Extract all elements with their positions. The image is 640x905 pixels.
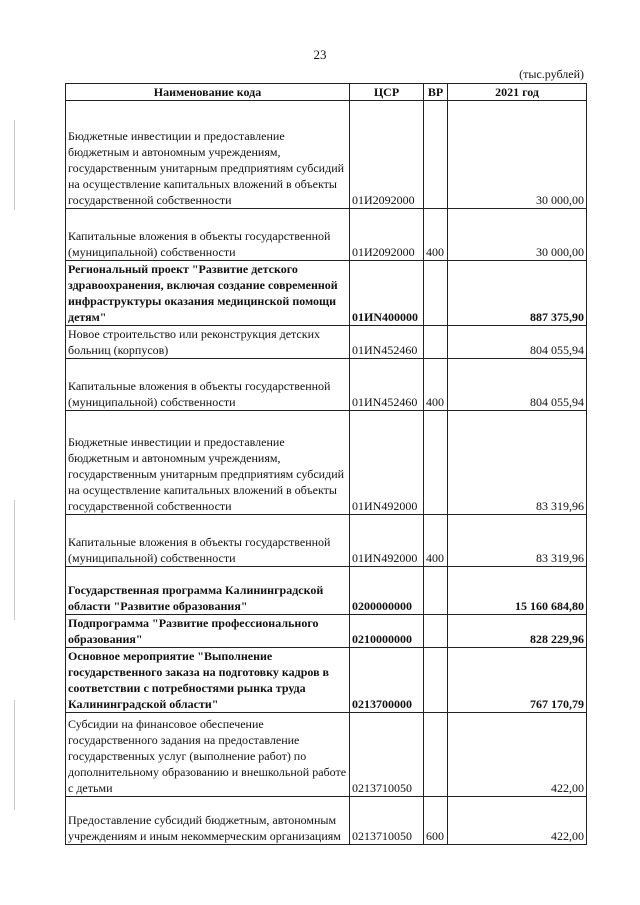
row-vr bbox=[424, 615, 448, 648]
header-name: Наименование кода bbox=[66, 84, 350, 101]
table-row bbox=[66, 411, 587, 515]
row-vr bbox=[424, 713, 448, 797]
row-vr bbox=[424, 567, 448, 615]
row-name: Подпрограмма "Развитие профессионального образования" bbox=[66, 615, 350, 648]
row-name: Субсидии на финансовое обеспечение государственного задания на предоставление государственных услуг (выполнение работ) по дополнительному образованию и внешкольной работе с детьми bbox=[66, 713, 350, 797]
row-name: Бюджетные инвестиции и предоставление бюджетным и автономным учреждениям, государственным унитарным предприятиям субсидий на осуществление капитальных вложений в объекты государственной собственности bbox=[66, 411, 350, 515]
row-vr: 400 bbox=[424, 209, 448, 261]
row-amount: 804 055,94 bbox=[448, 326, 587, 359]
units-label: (тыс.рублей) bbox=[519, 67, 584, 81]
row-amount: 30 000,00 bbox=[448, 101, 587, 209]
row-amount: 828 229,96 bbox=[448, 615, 587, 648]
row-vr: 400 bbox=[424, 359, 448, 411]
table-header-row bbox=[66, 84, 587, 101]
table-row bbox=[66, 101, 587, 209]
row-name: Основное мероприятие "Выполнение государственного заказа на подготовку кадров в соответствии с потребностями рынка труда Калининградской области" bbox=[66, 648, 350, 713]
page-number: 23 bbox=[313, 47, 327, 62]
row-amount: 422,00 bbox=[448, 797, 587, 845]
row-amount: 767 170,79 bbox=[448, 648, 587, 713]
table-row bbox=[66, 615, 587, 648]
table-row bbox=[66, 261, 587, 326]
table-row bbox=[66, 567, 587, 615]
row-amount: 30 000,00 bbox=[448, 209, 587, 261]
scan-margin-line bbox=[14, 700, 15, 810]
header-vr: ВР bbox=[424, 84, 448, 101]
row-vr bbox=[424, 326, 448, 359]
budget-table bbox=[65, 83, 587, 845]
row-name: Предоставление субсидий бюджетным, автономным учреждениям и иным некоммерческим организациям bbox=[66, 797, 350, 845]
table-row bbox=[66, 797, 587, 845]
scan-margin-line bbox=[14, 120, 15, 210]
scan-margin-line bbox=[14, 500, 15, 620]
row-vr: 400 bbox=[424, 515, 448, 567]
row-amount: 887 375,90 bbox=[448, 261, 587, 326]
row-name: Капитальные вложения в объекты государственной (муниципальной) собственности bbox=[66, 359, 350, 411]
header-amount: 2021 год bbox=[448, 84, 587, 101]
row-vr bbox=[424, 648, 448, 713]
row-csr: 01ИN400000 bbox=[350, 261, 424, 326]
row-csr: 0213700000 bbox=[350, 648, 424, 713]
row-vr: 600 bbox=[424, 797, 448, 845]
table-row bbox=[66, 326, 587, 359]
table-row bbox=[66, 209, 587, 261]
table-row bbox=[66, 359, 587, 411]
row-name: Новое строительство или реконструкция детских больниц (корпусов) bbox=[66, 326, 350, 359]
row-amount: 422,00 bbox=[448, 713, 587, 797]
row-csr: 0213710050 bbox=[350, 713, 424, 797]
row-vr bbox=[424, 101, 448, 209]
row-name: Капитальные вложения в объекты государственной (муниципальной) собственности bbox=[66, 515, 350, 567]
header-csr: ЦСР bbox=[350, 84, 424, 101]
row-amount: 804 055,94 bbox=[448, 359, 587, 411]
row-csr: 01ИN452460 bbox=[350, 326, 424, 359]
row-csr: 01ИN492000 bbox=[350, 515, 424, 567]
table-row bbox=[66, 648, 587, 713]
row-csr: 01ИN492000 bbox=[350, 411, 424, 515]
table-row bbox=[66, 713, 587, 797]
row-name: Бюджетные инвестиции и предоставление бюджетным и автономным учреждениям, государственным унитарным предприятиям субсидий на осуществление капитальных вложений в объекты государственной собственности bbox=[66, 101, 350, 209]
row-csr: 0200000000 bbox=[350, 567, 424, 615]
row-amount: 83 319,96 bbox=[448, 515, 587, 567]
row-vr bbox=[424, 411, 448, 515]
row-csr: 01ИN452460 bbox=[350, 359, 424, 411]
row-amount: 15 160 684,80 bbox=[448, 567, 587, 615]
row-csr: 0213710050 bbox=[350, 797, 424, 845]
row-name: Региональный проект "Развитие детского здравоохранения, включая создание современной инфраструктуры оказания медицинской помощи детям" bbox=[66, 261, 350, 326]
row-csr: 01И2092000 bbox=[350, 101, 424, 209]
row-csr: 0210000000 bbox=[350, 615, 424, 648]
row-name: Государственная программа Калининградской области "Развитие образования" bbox=[66, 567, 350, 615]
table-row bbox=[66, 515, 587, 567]
row-vr bbox=[424, 261, 448, 326]
row-csr: 01И2092000 bbox=[350, 209, 424, 261]
row-name: Капитальные вложения в объекты государственной (муниципальной) собственности bbox=[66, 209, 350, 261]
row-amount: 83 319,96 bbox=[448, 411, 587, 515]
